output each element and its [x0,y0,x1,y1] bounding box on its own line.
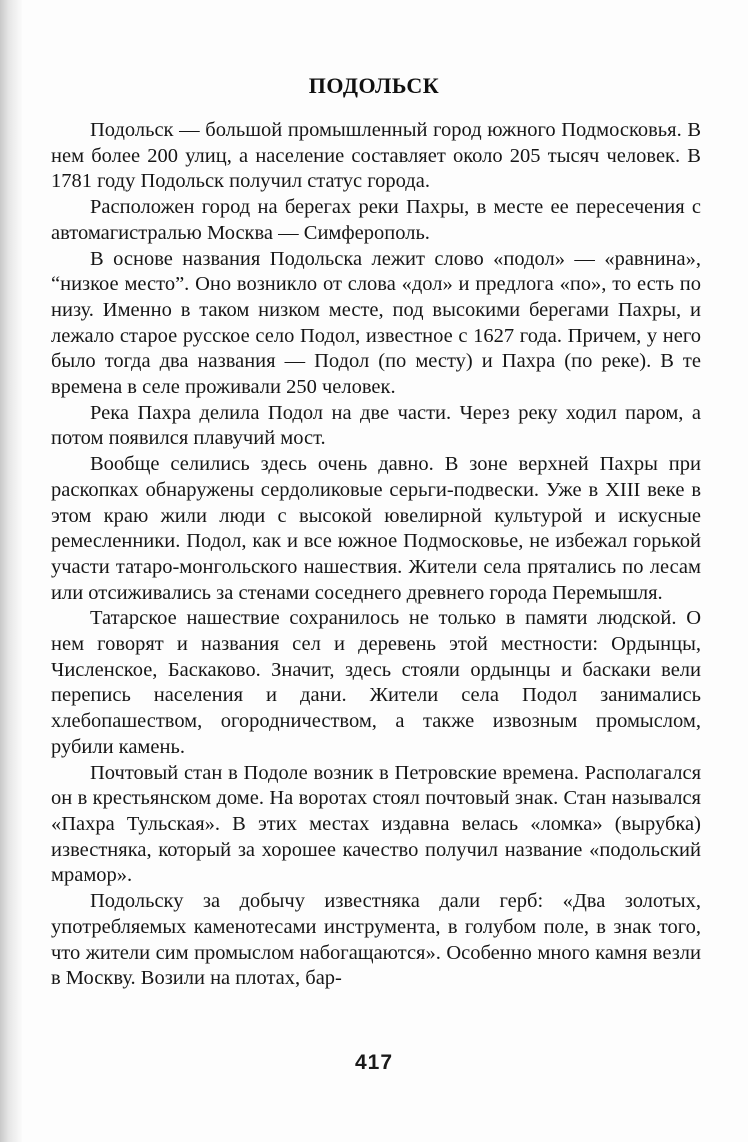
paragraph: В основе названия Подольска лежит слово «подол» — «равнина», “низкое место”. Оно возникло от слова «дол» и предлога «по», то есть по низу. Именно в таком низком месте, под высокими берегами Пахры, и лежало старое русское село Подол, известное с 1627 года. Причем, у него было тогда два названия — Подол (по месту) и Пахра (по реке). В те времена в селе проживали 250 человек. [51,247,701,399]
paragraph: Река Пахра делила Подол на две части. Через реку ходил паром, а потом появился плавучий мост. [51,401,701,450]
page-number: 417 [354,1051,394,1074]
paragraph: Подольску за добычу известняка дали герб: «Два золотых, употребляемых каменотесами инструмента, в голубом поле, в знак того, что жители сим промыслом набогащаются». Особенно много камня везли в Москву. Возили на плотах, бар- [51,890,701,990]
paragraph: Почтовый стан в Подоле возник в Петровские времена. Располагался он в крестьянском доме. На воротах стоял почтовый знак. Стан назывался «Пахра Тульская». В этих местах издавна велась «ломка» (вырубка) известняка, который за хорошее качество получил название «подольский мрамор». [51,761,701,887]
page-binding-shadow [0,0,22,1142]
paragraph: Расположен город на берегах реки Пахры, в месте ее пересечения с автомагистралью Москва — Симферополь. [51,196,701,244]
paragraph: Вообще селились здесь очень давно. В зоне верхней Пахры при раскопках обнаружены сердоликовые серьги-подвески. Уже в XIII веке в этом краю жили люди с высокой ювелирной культурой и искусные ремесленники. Подол, как и все южное Подмосковье, не избежал горькой участи татаро-монгольского нашествия. Жители села прятались по лесам или отсиживались за стенами соседнего древнего города Перемышля. [51,453,701,604]
page-title: ПОДОЛЬСК [308,73,440,98]
paragraph: Подольск — большой промышленный город южного Подмосковья. В нем более 200 улиц, а население составляет около 205 тысяч человек. В 1781 году Подольск получил статус города. [51,119,701,193]
paragraph: Татарское нашествие сохранилось не только в памяти людской. О нем говорят и названия сел и деревень этой местности: Ордынцы, Численское, Баскаково. Значит, здесь стояли ордынцы и баскаки вели перепись населения и дани. Жители села Подол занимались хлебопашеством, огородничеством, а также извозным промыслом, рубили камень. [51,607,701,758]
body-text [51,118,701,992]
